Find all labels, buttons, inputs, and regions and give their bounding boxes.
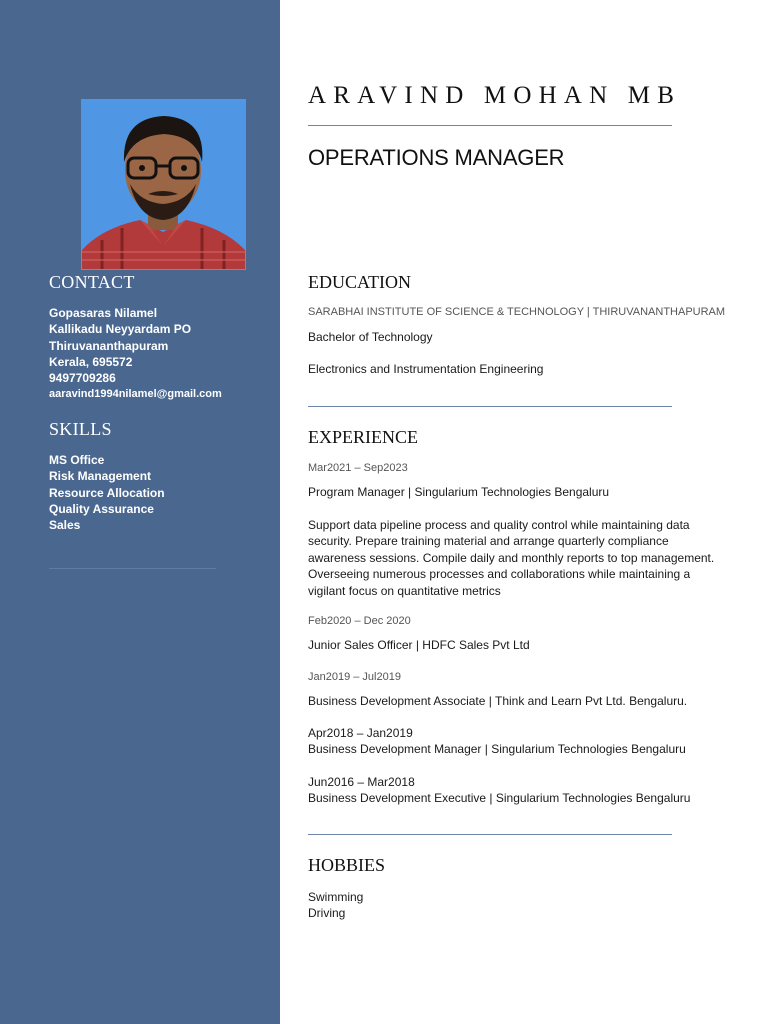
- contact-address-line-2: Kallikadu Neyyardam PO: [49, 322, 192, 337]
- main-content: [280, 0, 768, 1024]
- education-heading: EDUCATION: [308, 272, 411, 292]
- candidate-name: ARAVIND MOHAN MB: [308, 82, 682, 109]
- skill-item: Risk Management: [49, 469, 152, 484]
- sidebar-divider: [49, 568, 216, 569]
- skills-list: [49, 452, 165, 533]
- job-role: Program Manager | Singularium Technologies Bengaluru: [308, 485, 610, 499]
- contact-address-line-1: Gopasaras Nilamel: [49, 306, 158, 320]
- profile-photo: [81, 99, 246, 270]
- job-entry: [308, 725, 686, 757]
- contact-list: [49, 305, 222, 403]
- hobby-item: Swimming: [308, 890, 364, 904]
- job-description: Support data pipeline process and quality control while maintaining data security. Prepare training material and arrange quarterly compliance awareness sessions. Compile daily and monthly reports to top management. Overseeing numerous processes and collaborations while maintaining a vigilant focus on quantitative metrics: [308, 518, 715, 598]
- hobbies-heading: HOBBIES: [308, 855, 386, 875]
- experience-heading: EXPERIENCE: [308, 427, 418, 447]
- education-divider: [308, 406, 672, 407]
- contact-phone: 9497709286: [49, 371, 116, 386]
- job-entry: [308, 774, 690, 806]
- education-institution: SARABHAI INSTITUTE OF SCIENCE & TECHNOLOGY | THIRUVANANTHAPURAM: [308, 306, 726, 318]
- job-dates: Jan2019 – Jul2019: [308, 671, 401, 683]
- job-role: Business Development Associate | Think and Learn Pvt Ltd. Bengaluru.: [308, 694, 688, 708]
- job-title: OPERATIONS MANAGER: [308, 145, 565, 170]
- contact-address-line-3: Thiruvananthapuram: [49, 338, 169, 353]
- job-dates: Mar2021 – Sep2023: [308, 462, 408, 474]
- experience-divider: [308, 834, 672, 835]
- job-dates: Feb2020 – Dec 2020: [308, 615, 411, 627]
- skill-item: Sales: [49, 518, 81, 533]
- sidebar: [0, 0, 280, 1024]
- hobbies-list: [308, 889, 363, 921]
- header-divider: [308, 125, 672, 126]
- skill-item: Quality Assurance: [49, 501, 154, 516]
- skills-heading: SKILLS: [49, 419, 112, 439]
- contact-heading: CONTACT: [49, 272, 135, 292]
- job-role: Business Development Executive | Singularium Technologies Bengaluru: [308, 791, 691, 805]
- contact-address-line-4: Kerala, 695572: [49, 354, 133, 369]
- job-dates: Jun2016 – Mar2018: [308, 775, 415, 789]
- job-role: Junior Sales Officer | HDFC Sales Pvt Ltd: [308, 638, 530, 652]
- skill-item: Resource Allocation: [49, 485, 165, 500]
- job-dates: Apr2018 – Jan2019: [308, 726, 413, 740]
- education-degree: Bachelor of Technology: [308, 330, 433, 344]
- job-role: Business Development Manager | Singularium Technologies Bengaluru: [308, 742, 686, 756]
- portrait-illustration: [82, 100, 245, 269]
- education-field: Electronics and Instrumentation Engineering: [308, 362, 544, 376]
- contact-email[interactable]: aaravind1994nilamel@gmail.com: [49, 388, 222, 401]
- skill-item: MS Office: [49, 453, 105, 467]
- hobby-item: Driving: [308, 906, 346, 920]
